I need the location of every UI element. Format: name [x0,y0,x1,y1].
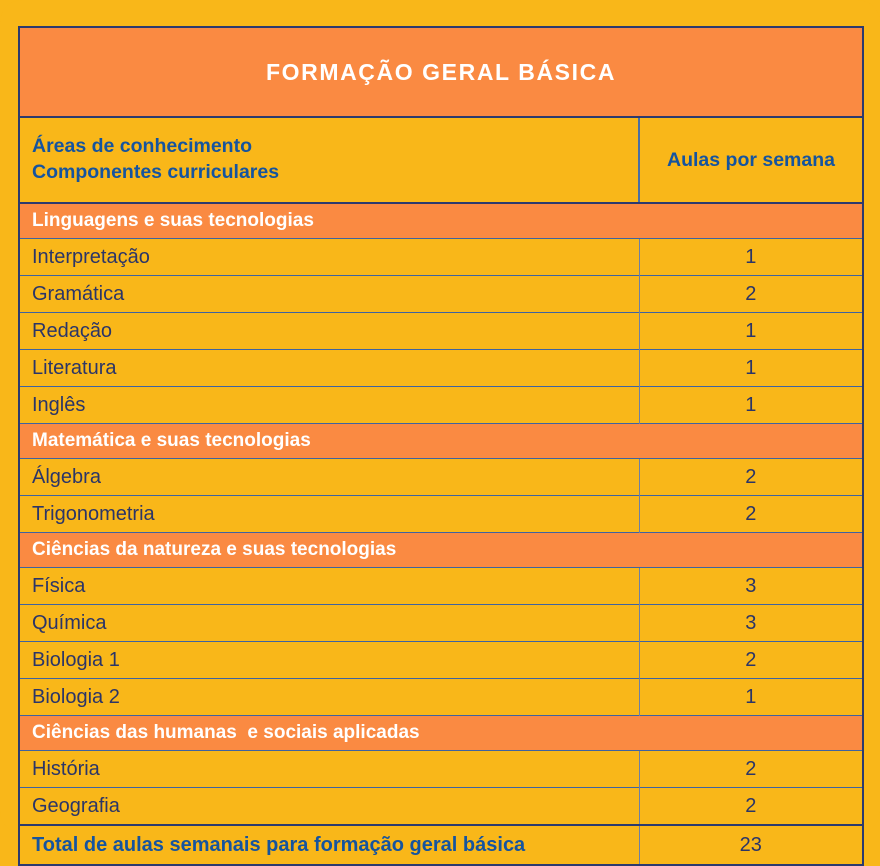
total-value: 23 [639,825,863,865]
table-title-row [19,27,863,117]
component-name: Álgebra [19,459,639,496]
table-row [19,387,863,424]
section-label: Ciências da natureza e suas tecnologias [19,533,863,568]
component-value: 1 [639,239,863,276]
component-value: 2 [639,642,863,679]
table-title: FORMAÇÃO GERAL BÁSICA [19,27,863,117]
curriculum-table [18,26,864,866]
component-name: Trigonometria [19,496,639,533]
component-value: 2 [639,496,863,533]
total-row [19,825,863,865]
component-name: Interpretação [19,239,639,276]
section-label: Ciências das humanas e sociais aplicadas [19,716,863,751]
table-row [19,751,863,788]
table-row [19,459,863,496]
component-value: 2 [639,751,863,788]
column-header-row [19,117,863,203]
table-row [19,350,863,387]
component-value: 3 [639,568,863,605]
component-value: 1 [639,313,863,350]
component-value: 3 [639,605,863,642]
component-value: 1 [639,387,863,424]
column-header-name [19,117,639,203]
component-name: Literatura [19,350,639,387]
component-name: Química [19,605,639,642]
total-label: Total de aulas semanais para formação geral básica [19,825,639,865]
component-name: Biologia 1 [19,642,639,679]
table-row [19,605,863,642]
table-row [19,313,863,350]
component-name: Biologia 2 [19,679,639,716]
component-value: 2 [639,276,863,313]
table-row [19,239,863,276]
section-label: Matemática e suas tecnologias [19,424,863,459]
component-name: Inglês [19,387,639,424]
section-row [19,716,863,751]
table-row [19,679,863,716]
component-value: 1 [639,350,863,387]
column-header-name-line1: Áreas de conhecimento [32,135,252,158]
table-row [19,568,863,605]
table-row [19,276,863,313]
section-row [19,424,863,459]
component-name: História [19,751,639,788]
section-row [19,533,863,568]
column-header-value: Aulas por semana [639,117,863,203]
component-name: Geografia [19,788,639,826]
component-name: Física [19,568,639,605]
table-row [19,788,863,826]
component-value: 1 [639,679,863,716]
component-value: 2 [639,459,863,496]
component-name: Gramática [19,276,639,313]
column-header-name-line2: Componentes curriculares [32,161,280,183]
section-label: Linguagens e suas tecnologias [19,203,863,239]
component-name: Redação [19,313,639,350]
table-row [19,496,863,533]
section-row [19,203,863,239]
component-value: 2 [639,788,863,826]
table-row [19,642,863,679]
